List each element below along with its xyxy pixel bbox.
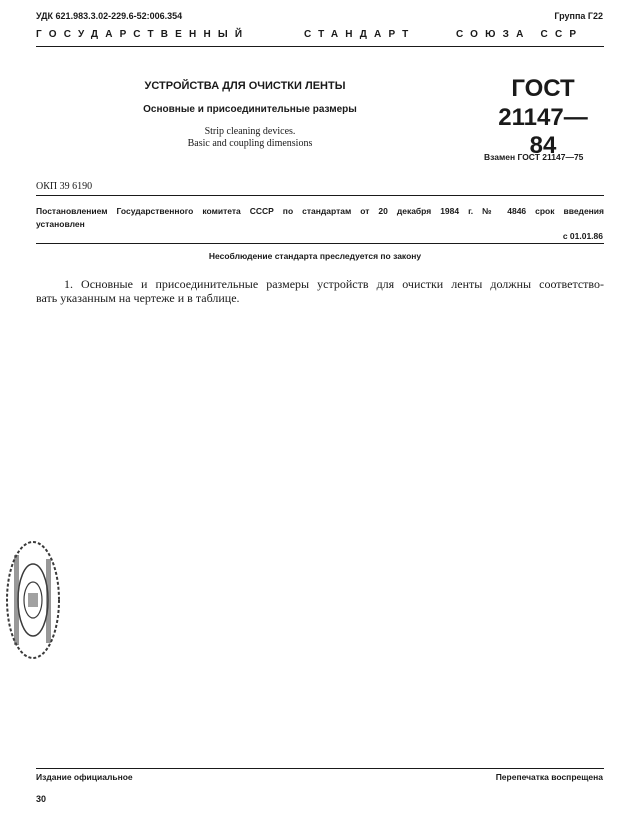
english-title: Strip cleaning devices. <box>204 126 296 137</box>
decree-rule <box>36 243 604 244</box>
group-code: Группа Г22 <box>554 11 603 21</box>
body-paragraph-1-continued: вать указанным на чертеже и в таблице. <box>36 291 240 305</box>
legal-notice: Несоблюдение стандарта преследуется по закону <box>208 251 422 261</box>
udk-code: УДК 621.983.3.02-229.6-52:006.354 <box>36 11 183 21</box>
library-stamp-icon <box>2 535 64 665</box>
banner-word-state: ГОСУДАРСТВЕННЫЙ <box>36 29 250 40</box>
decree-text: Постановлением Государственного комитета СССР по стандартам от 20 декабря 1984 г. № 4846 срок введения <box>36 206 604 216</box>
footer-rule <box>36 768 604 769</box>
document-title: УСТРОЙСТВА ДЛЯ ОЧИСТКИ ЛЕНТЫ <box>144 80 346 92</box>
reprint-prohibited: Перепечатка воспрещена <box>495 772 603 782</box>
document-subtitle: Основные и присоединительные размеры <box>143 104 357 115</box>
official-edition: Издание официальное <box>36 772 133 782</box>
standard-code-number: 21147—84 <box>498 104 588 159</box>
body-paragraph-1: 1. Основные и присоединительные размеры устройств для очистки ленты должны соответство- <box>64 277 604 291</box>
english-subtitle: Basic and coupling dimensions <box>187 138 313 149</box>
replaces-standard: Взамен ГОСТ 21147—75 <box>484 152 584 162</box>
decree-text-continued: установлен <box>36 219 85 229</box>
banner-word-union: СОЮЗА ССР <box>456 29 584 40</box>
banner-rule <box>36 46 604 47</box>
state-standard-banner <box>36 29 604 45</box>
effective-date: с 01.01.86 <box>562 231 603 241</box>
page-number: 30 <box>36 794 47 804</box>
okp-code: ОКП 39 6190 <box>36 181 93 192</box>
okp-rule <box>36 195 604 196</box>
standard-code-label: ГОСТ <box>511 75 575 102</box>
banner-word-standard: СТАНДАРТ <box>304 29 416 40</box>
